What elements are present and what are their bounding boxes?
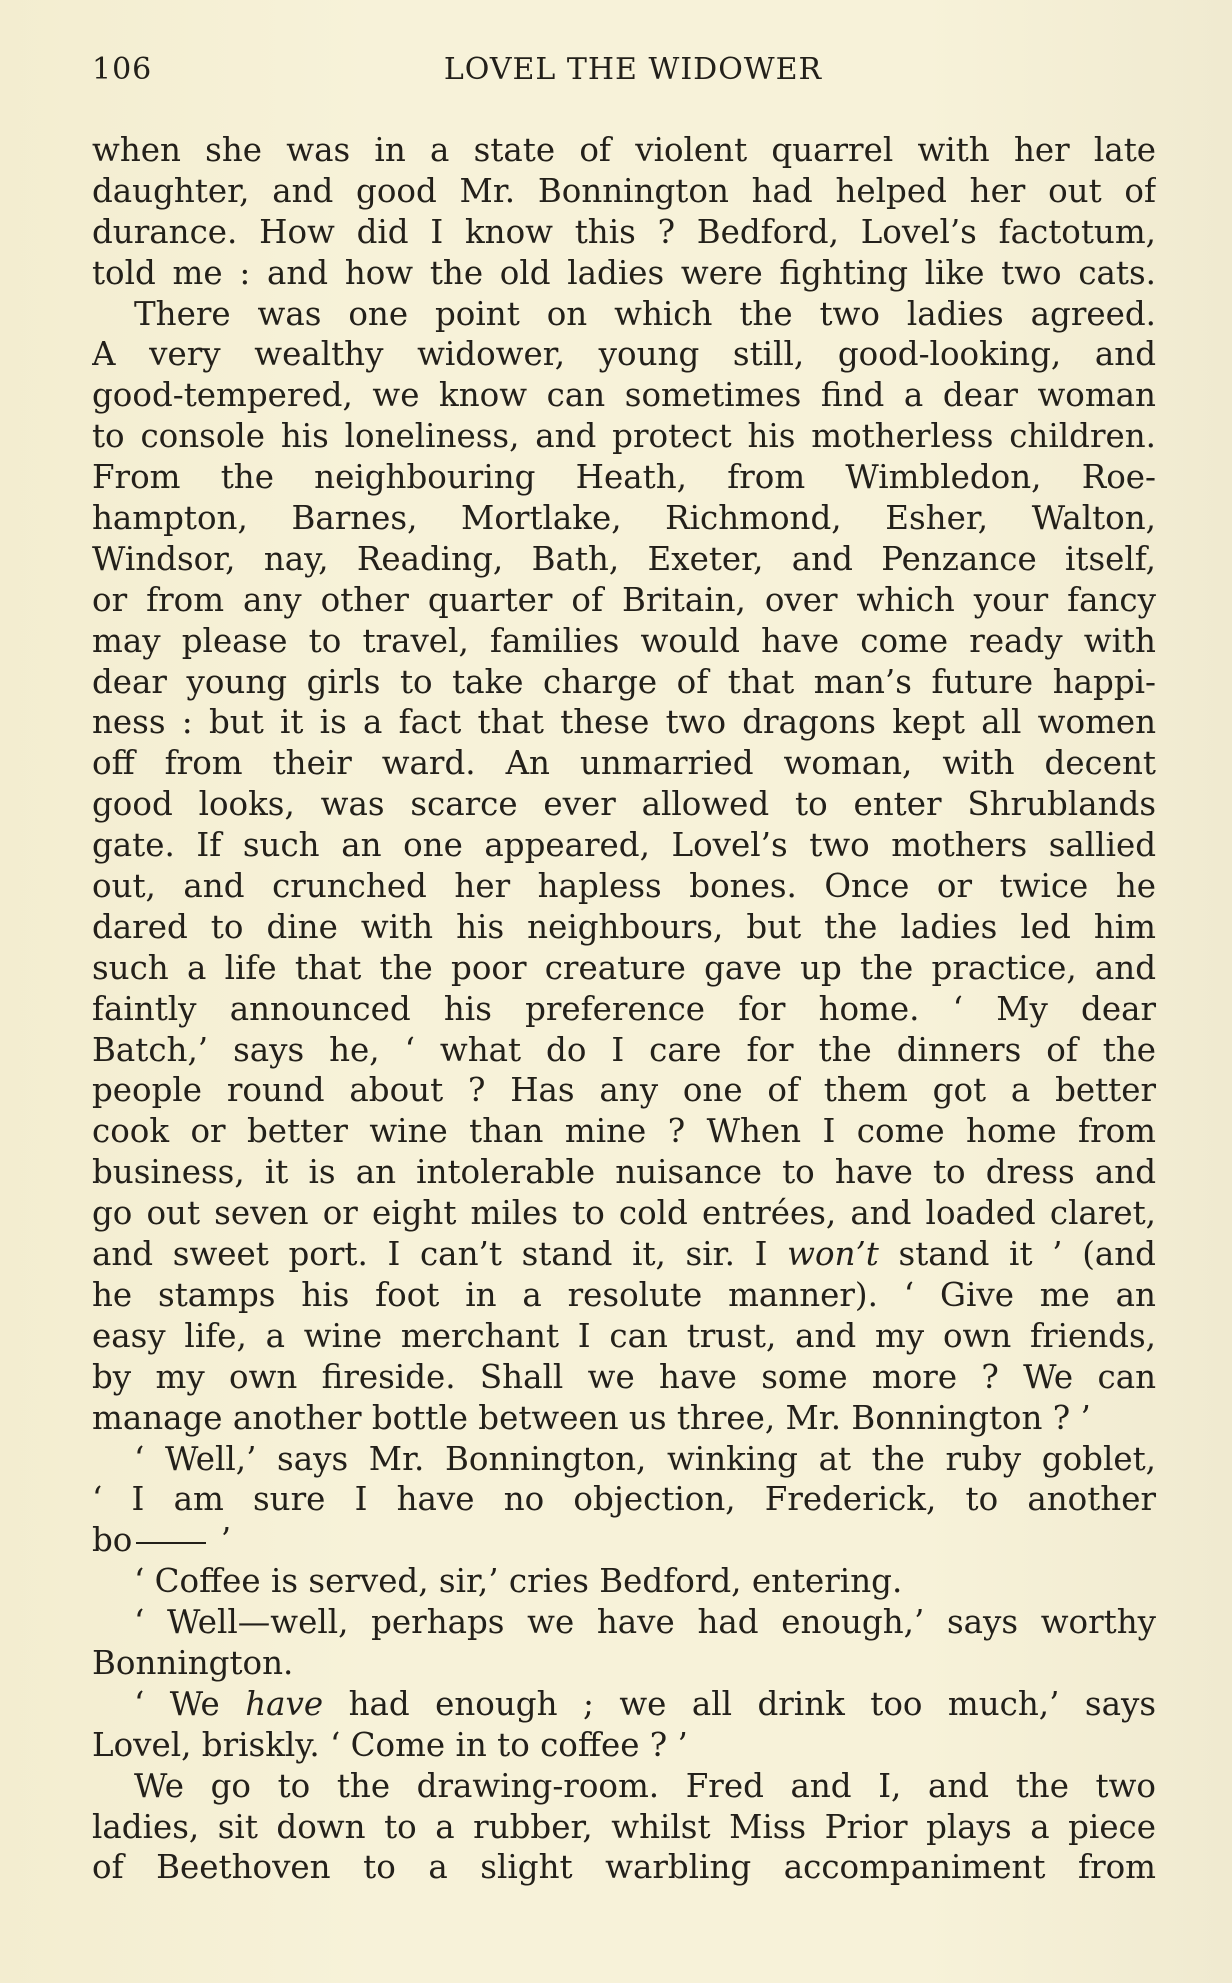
- text-line: ‘ I am sure I have no objection, Frederick, to another: [92, 1480, 1156, 1519]
- text-line: durance. How did I know this ? Bedford, Lovel’s factotum,: [92, 212, 1156, 251]
- text-line: From the neighbouring Heath, from Wimbledon, Roe-: [92, 458, 1156, 497]
- text-line: business, it is an intolerable nuisance to have to dress and: [92, 1153, 1156, 1192]
- text-line: gate. If such an one appeared, Lovel’s two mothers sallied: [92, 826, 1156, 865]
- text-line: cook or better wine than mine ? When I come home from: [92, 1112, 1156, 1151]
- page-number: 106: [92, 52, 153, 87]
- text-line: A very wealthy widower, young still, good-looking, and: [92, 335, 1156, 374]
- text-line: such a life that the poor creature gave up the practice, and: [92, 948, 1156, 987]
- text-line: go out seven or eight miles to cold entrées, and loaded claret,: [92, 1194, 1156, 1233]
- text-line: [92, 1234, 1156, 1275]
- running-head: [92, 52, 1154, 104]
- text-line: good-tempered, we know can sometimes find a dear woman: [92, 376, 1156, 415]
- text-line: or from any other quarter of Britain, over which your fancy: [92, 580, 1156, 619]
- text-line: told me : and how the old ladies were fighting like two cats.: [92, 253, 1156, 292]
- body-text: [92, 130, 1156, 1888]
- text-run: ’: [210, 1521, 232, 1560]
- text-line: [92, 1520, 1156, 1561]
- text-line: dared to dine with his neighbours, but the ladies led him: [92, 907, 1156, 946]
- text-line: when she was in a state of violent quarrel with her late: [92, 131, 1156, 169]
- text-line: out, and crunched her hapless bones. Once or twice he: [92, 867, 1156, 906]
- text-run: had enough ; we all drink too much,’ says: [323, 1684, 1156, 1723]
- text-line: We go to the drawing-room. Fred and I, and the two: [134, 1766, 1156, 1805]
- text-line: good looks, was scarce ever allowed to enter Shrublands: [92, 785, 1156, 824]
- text-run: ‘ We: [134, 1684, 246, 1723]
- text-line: he stamps his foot in a resolute manner). ‘ Give me an: [92, 1275, 1156, 1314]
- text-line: ness : but it is a fact that these two dragons kept all women: [92, 703, 1156, 742]
- text-line: Batch,’ says he, ‘ what do I care for the dinners of the: [92, 1030, 1156, 1069]
- italic-text-run: have: [245, 1684, 324, 1723]
- text-line: of Beethoven to a slight warbling accompaniment from: [92, 1848, 1156, 1887]
- text-line: ‘ Coffee is served, sir,’ cries Bedford, entering.: [134, 1562, 903, 1601]
- text-line: off from their ward. An unmarried woman, with decent: [92, 744, 1156, 783]
- text-run: bo: [92, 1521, 133, 1560]
- italic-text-run: won’t: [787, 1235, 879, 1274]
- text-line: [92, 1684, 1156, 1725]
- text-line: to console his loneliness, and protect his motherless children.: [92, 417, 1156, 456]
- text-line: hampton, Barnes, Mortlake, Richmond, Esher, Walton,: [92, 499, 1156, 538]
- text-line: by my own fireside. Shall we have some more ? We can: [92, 1357, 1156, 1396]
- running-title: LOVEL THE WIDOWER: [443, 52, 823, 87]
- text-line: Lovel, briskly. ‘ Come in to coffee ? ’: [92, 1725, 688, 1764]
- text-line: ladies, sit down to a rubber, whilst Miss Prior plays a piece: [92, 1807, 1156, 1846]
- text-line: Bonnington.: [92, 1643, 294, 1682]
- text-line: There was one point on which the two ladies agreed.: [134, 294, 1156, 333]
- text-line: dear young girls to take charge of that man’s future happi-: [92, 662, 1156, 701]
- text-run: and sweet port. I can’t stand it, sir. I: [92, 1235, 788, 1274]
- text-line: Windsor, nay, Reading, Bath, Exeter, and Penzance itself,: [92, 539, 1156, 578]
- em-dash-rule: [136, 1542, 206, 1544]
- text-line: may please to travel, families would have come ready with: [92, 621, 1156, 660]
- text-run: stand it ’ (and: [878, 1235, 1156, 1274]
- text-line: people round about ? Has any one of them got a better: [92, 1071, 1156, 1110]
- text-line: ‘ Well,’ says Mr. Bonnington, winking at the ruby goblet,: [134, 1439, 1156, 1478]
- text-line: faintly announced his preference for home. ‘ My dear: [92, 989, 1156, 1028]
- text-line: daughter, and good Mr. Bonnington had helped her out of: [92, 171, 1156, 210]
- text-line: ‘ Well—well, perhaps we have had enough,’ says worthy: [134, 1603, 1156, 1642]
- text-line: easy life, a wine merchant I can trust, and my own friends,: [92, 1316, 1156, 1355]
- text-line: manage another bottle between us three, Mr. Bonnington ? ’: [92, 1398, 1091, 1437]
